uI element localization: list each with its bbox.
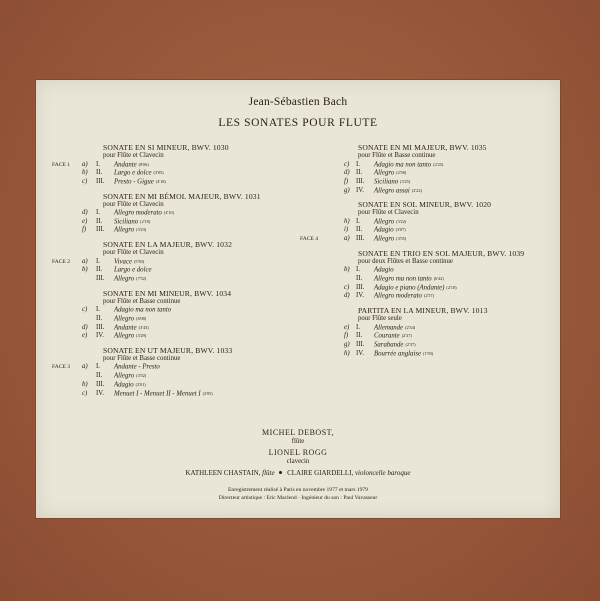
movement-name: Siciliano [374, 178, 399, 186]
movement-number: IV. [356, 349, 364, 357]
sonata-instrumentation: pour Flûte et Clavecin [103, 152, 164, 159]
movement-number: II. [356, 275, 363, 282]
movement-duration: (3'29) [136, 333, 147, 339]
movement-title [374, 235, 406, 244]
movement-number: III. [356, 177, 365, 185]
face-label: FACE 2 [52, 258, 71, 265]
side-letter: a) [82, 257, 88, 265]
sonata-block [300, 200, 554, 244]
side-letter: h) [344, 217, 350, 225]
movement-row [52, 390, 302, 399]
movement-name: Courante [374, 332, 400, 340]
sonata-title: SONATE EN SI MINEUR, BWV. 1030 [103, 143, 229, 152]
performer-name: LIONEL ROGG [268, 448, 328, 457]
movement-name: Allegro ma non tanto [374, 275, 432, 283]
movement-duration: (3'52) [136, 373, 147, 379]
movement-name: Andante [114, 161, 137, 168]
movement-number: II. [96, 217, 103, 225]
sonata-instrumentation: pour Flûte et Clavecin [103, 200, 164, 208]
movement-row [52, 306, 302, 315]
sonata-block [344, 306, 554, 358]
movement-row [52, 324, 302, 333]
movement-duration: (3'22) [396, 218, 407, 224]
movement-duration: (8'06) [138, 161, 149, 167]
side-letter: c) [82, 306, 88, 314]
movement-name: Largo e dolce [114, 169, 152, 177]
sonata-block [52, 346, 302, 398]
recording-line: Directeur artistique : Eric Macleod · Ingénieur du son : Paul Vavasseur [218, 495, 378, 501]
movement-number: I. [356, 160, 360, 168]
movement-number: I. [356, 323, 360, 331]
sonata-instrumentation: pour Flûte et Clavecin [358, 209, 419, 217]
bullet-separator [279, 471, 282, 474]
sonata-block [52, 192, 302, 236]
movement-title [114, 178, 166, 187]
movement-row [52, 275, 302, 284]
movement-number: II. [356, 332, 363, 340]
movement-row [52, 218, 302, 227]
sonata-instrumentation: pour Flûte et Basse continue [103, 354, 181, 362]
movement-name: Allegro [374, 235, 395, 243]
movement-number: I. [96, 257, 100, 265]
movement-number: II. [356, 226, 363, 234]
side-letter: c) [344, 283, 350, 291]
movement-number: III. [356, 235, 365, 243]
movement-title [374, 292, 434, 301]
movement-number: III. [356, 283, 365, 291]
movement-name: Andante [114, 324, 137, 332]
side-letter: h) [344, 349, 350, 357]
tracklist-left-column [52, 143, 302, 403]
sonata-title: SONATE EN MI MINEUR, BWV. 1034 [103, 288, 232, 298]
performer-role: flûte [291, 438, 305, 445]
movement-duration: (2'05) [202, 390, 213, 396]
side-letter: a) [344, 235, 350, 243]
movement-duration: (2'57) [423, 293, 434, 299]
recording-info [36, 486, 560, 502]
movement-duration: (2'18) [140, 218, 151, 224]
movement-duration: (1'59) [423, 350, 434, 356]
movement-number: III. [96, 380, 105, 388]
sonata-title: PARTITA EN LA MINEUR, BWV. 1013 [358, 306, 488, 316]
sonata-instrumentation: pour Flûte et Basse continue [358, 152, 436, 159]
movement-row [52, 372, 302, 381]
movement-row [52, 209, 302, 218]
movement-title [114, 390, 213, 399]
movement-number: III. [96, 275, 105, 282]
movement-number: III. [96, 323, 105, 331]
movement-row [52, 169, 302, 178]
movement-name: Allegro moderato [374, 292, 422, 300]
sonata-block [52, 240, 302, 284]
movement-name: Adagio [114, 381, 134, 389]
sonata-title: SONATE EN LA MAJEUR, BWV. 1032 [103, 240, 233, 250]
movement-title [114, 226, 146, 235]
side-letter: b) [344, 266, 350, 274]
movement-row [52, 178, 302, 187]
movement-number: IV. [96, 389, 104, 397]
movement-duration: (6'42) [433, 276, 444, 281]
movement-duration: (2'37) [401, 333, 412, 339]
movement-duration: (2'25) [433, 161, 444, 167]
side-letter: b) [82, 266, 88, 274]
movement-number: II. [96, 372, 103, 380]
movement-title [374, 350, 433, 359]
side-letter: i) [344, 226, 349, 234]
movement-duration: (4'18) [155, 178, 166, 184]
side-letter: d) [344, 169, 350, 177]
movement-number: II. [96, 169, 103, 177]
movement-name: Presto - Gigue [114, 178, 154, 186]
movement-row [344, 218, 554, 227]
movement-duration: (2'37) [405, 341, 416, 347]
movement-row [344, 178, 554, 187]
movement-duration: (3'05) [153, 170, 164, 176]
movement-number: II. [356, 169, 363, 177]
side-letter: g) [344, 186, 350, 194]
movement-duration: (3'43) [138, 324, 149, 330]
movement-title [374, 187, 422, 196]
movement-number: II. [96, 266, 103, 274]
movement-name: Adagio [374, 266, 394, 274]
movement-row [344, 324, 554, 333]
movement-name: Bourrée anglaise [374, 350, 422, 358]
movement-name: Allegro [114, 226, 135, 234]
movement-duration: (2'58) [396, 170, 407, 176]
performer-role: flûte [262, 469, 275, 477]
movement-number: I. [96, 209, 100, 217]
sonata-title: SONATE EN MI BÉMOL MAJEUR, BWV. 1031 [103, 191, 261, 201]
movement-row [52, 258, 302, 267]
composer-name: Jean-Sébastien Bach [248, 96, 348, 108]
movement-duration: (2'18) [446, 284, 457, 290]
movement-number: I. [356, 266, 360, 274]
face-label: FACE 1 [52, 161, 71, 168]
additional-performers [36, 468, 560, 478]
side-letter: c) [82, 177, 88, 185]
side-letter: f) [82, 226, 87, 234]
movement-row [344, 169, 554, 178]
liner-notes-panel [36, 80, 560, 518]
movement-row [52, 315, 302, 324]
sonata-instrumentation: pour Flûte et Clavecin [103, 249, 164, 257]
side-letter: b) [82, 380, 88, 388]
side-letter: c) [82, 389, 88, 397]
movement-duration: (5'50) [133, 258, 145, 264]
movement-title [114, 332, 146, 341]
movement-row [344, 332, 554, 341]
sonata-instrumentation: pour Flûte seule [358, 315, 402, 323]
performer-role: clavecin [286, 458, 310, 465]
sonata-title: SONATE EN TRIO EN SOL MAJEUR, BWV. 1039 [358, 248, 525, 258]
movement-name: Allegro [114, 372, 135, 380]
movement-number: I. [96, 363, 100, 371]
movement-name: Andante - Presto [114, 363, 160, 371]
side-letter: d) [82, 323, 88, 331]
movement-number: IV. [96, 332, 104, 340]
performer-name: CLAIRE GIARDELLI, [287, 469, 354, 477]
movement-name: Vivace [114, 258, 132, 266]
side-letter: d) [82, 209, 88, 217]
movement-name: Adagio [374, 226, 394, 234]
movement-number: IV. [356, 292, 364, 300]
movement-duration: (2'22) [411, 187, 422, 193]
sonata-title: SONATE EN UT MAJEUR, BWV. 1033 [103, 345, 233, 355]
movement-number: I. [96, 160, 100, 168]
performer-credits [36, 428, 560, 478]
side-letter: e) [82, 217, 88, 225]
sonata-instrumentation: pour deux Flûtes et Basse continue [358, 257, 453, 265]
side-letter: f) [344, 332, 349, 340]
performer-name: KATHLEEN CHASTAIN, [185, 469, 261, 477]
movement-number: III. [356, 340, 365, 348]
movement-row [344, 350, 554, 359]
performer-role: violoncelle baroque [354, 469, 411, 477]
movement-number: III. [96, 177, 105, 185]
sonata-block [52, 143, 302, 187]
side-letter: a) [82, 160, 88, 168]
side-letter: e) [82, 332, 88, 340]
movement-row [52, 161, 302, 170]
side-letter: e) [344, 323, 350, 331]
sonata-block [52, 289, 302, 341]
movement-duration: (2'34) [405, 324, 416, 330]
movement-name: Allegro moderato [114, 209, 162, 217]
side-letter: d) [344, 292, 350, 300]
movement-row [52, 363, 302, 372]
movement-name: Allegro assai [374, 187, 410, 195]
movement-name: Allegro [114, 275, 135, 283]
movement-row [344, 161, 554, 170]
movement-row [300, 235, 554, 244]
movement-name: Adagio ma non tanto [114, 306, 172, 314]
movement-row [52, 381, 302, 390]
sonata-title: SONATE EN MI MAJEUR, BWV. 1035 [358, 143, 487, 152]
movement-number: II. [96, 314, 103, 322]
movement-name: Allegro [374, 169, 395, 177]
movement-name: Menuet I - Menuet II - Menuet I [114, 390, 201, 397]
face-label: FACE 4 [300, 236, 319, 243]
movement-row [344, 226, 554, 235]
movement-name: Allegro [114, 332, 135, 340]
movement-number: I. [96, 306, 100, 314]
movement-duration: (7'52) [136, 276, 147, 281]
side-letter: c) [344, 160, 350, 168]
movement-duration: (6'08) [136, 315, 147, 321]
movement-row [344, 275, 554, 284]
side-letter: b) [82, 169, 88, 177]
movement-name: Largo e dolce [114, 266, 152, 274]
recording-line: Enregistrement réalisé à Paris en novembre 1977 et mars 1979 [228, 487, 368, 493]
movement-name: Adagio ma non tanto [374, 161, 432, 168]
side-letter: g) [344, 340, 350, 348]
movement-number: IV. [356, 186, 364, 194]
movement-duration: (3'25) [400, 178, 411, 184]
side-letter: f) [344, 177, 349, 185]
movement-name: Allemande [374, 324, 404, 332]
movement-duration: (2'01) [135, 381, 146, 387]
movement-row [344, 266, 554, 275]
face-label: FACE 3 [52, 364, 71, 371]
tracklist-right-column [300, 143, 554, 363]
movement-name: Allegro [114, 315, 135, 323]
movement-row [344, 292, 554, 301]
sonata-instrumentation: pour Flûte et Basse continue [103, 297, 181, 305]
sonata-block [344, 249, 554, 301]
movement-title [114, 275, 146, 284]
movement-number: I. [356, 217, 360, 225]
movement-row [52, 226, 302, 235]
sonata-title: SONATE EN SOL MINEUR, BWV. 1020 [358, 200, 492, 210]
performer-name: MICHEL DEBOST, [262, 428, 334, 437]
album-title: LES SONATES POUR FLUTE [218, 117, 378, 129]
movement-row [344, 341, 554, 350]
movement-duration: (3'07) [395, 227, 406, 233]
movement-name: Sarabande [374, 341, 404, 349]
movement-row [344, 284, 554, 293]
movement-name: Allegro [374, 218, 395, 226]
side-letter: a) [82, 363, 88, 371]
movement-row [344, 187, 554, 196]
movement-number: III. [96, 226, 105, 234]
movement-duration: (4'10) [163, 210, 174, 216]
movement-duration: (3'23) [136, 227, 147, 233]
movement-name: Siciliano [114, 218, 139, 226]
movement-duration: (3'55) [396, 236, 407, 242]
movement-row [52, 332, 302, 341]
movement-name: Adagio e piano (Andante) [374, 284, 445, 292]
movement-row [52, 266, 302, 275]
sonata-block [344, 143, 554, 195]
